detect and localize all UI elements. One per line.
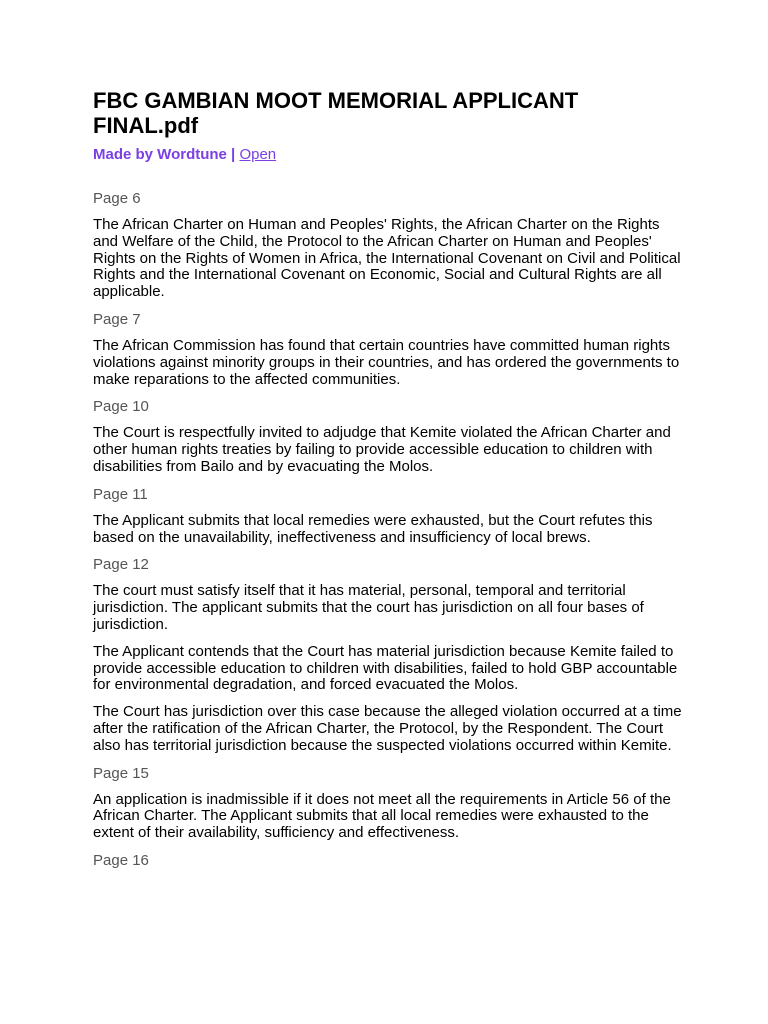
byline-prefix: Made by Wordtune | (93, 146, 236, 163)
page-label: Page 12 (93, 556, 149, 574)
page-label: Page 6 (93, 190, 141, 207)
open-link[interactable]: Open (239, 146, 277, 163)
page-label: Page 10 (93, 398, 149, 416)
byline (93, 146, 683, 164)
summary-sections (93, 190, 683, 870)
section-page-16 (93, 852, 683, 870)
section-page-15 (93, 765, 683, 842)
summary-paragraph: The African Commission has found that certain countries have committed human rights violations against minority groups in their countries, and has ordered the governments to make reparations to the affected communities. (93, 336, 680, 388)
summary-paragraph: The Court is respectfully invited to adjudge that Kemite violated the African Charter and other human rights treaties by failing to provide accessible education to children with disabilities from Bailo and by evacuating the Molos. (93, 424, 671, 475)
summary-paragraph: The Applicant contends that the Court has material jurisdiction because Kemite failed to provide accessible education to children with disabilities, failed to hold GBP accountable for environmental degradation, and forced evacuated the Molos. (93, 642, 678, 694)
page-label: Page 7 (93, 310, 141, 328)
summary-paragraph: The African Charter on Human and Peoples' Rights, the African Charter on the Rights and Welfare of the Child, the Protocol to the African Charter on Human and Peoples' Rights on the Rights of Women in Africa, the International Covenant on Civil and Political Rights and the International Covenant on Economic, Social and Cultural Rights are all applicable. (93, 216, 681, 301)
section-page-12 (93, 556, 683, 754)
document-page (93, 88, 683, 879)
page-label: Page 16 (93, 851, 149, 869)
summary-paragraph: The Court has jurisdiction over this case because the alleged violation occurred at a time after the ratification of the African Charter, the Protocol, by the Respondent. The Court also has territorial jurisdiction because the suspected violations occurred within Kemite. (93, 703, 682, 754)
page-label: Page 11 (93, 485, 148, 503)
section-page-10 (93, 398, 683, 475)
section-page-6 (93, 190, 683, 301)
summary-paragraph: The Applicant submits that local remedies were exhausted, but the Court refutes this based on the unavailability, ineffectiveness and insufficiency of local brews. (93, 511, 653, 546)
summary-paragraph: An application is inadmissible if it does not meet all the requirements in Article 56 of the African Charter. The Applicant submits that all local remedies were exhausted to the extent of their availability, sufficiency and effectiveness. (93, 790, 671, 842)
section-page-11 (93, 486, 683, 547)
document-title: FBC GAMBIAN MOOT MEMORIAL APPLICANT FINAL.pdf (93, 88, 579, 138)
page-label: Page 15 (93, 764, 149, 782)
summary-paragraph: The court must satisfy itself that it has material, personal, temporal and territorial jurisdiction. The applicant submits that the court has jurisdiction on all four bases of jurisdiction. (93, 582, 644, 633)
section-page-7 (93, 311, 683, 388)
